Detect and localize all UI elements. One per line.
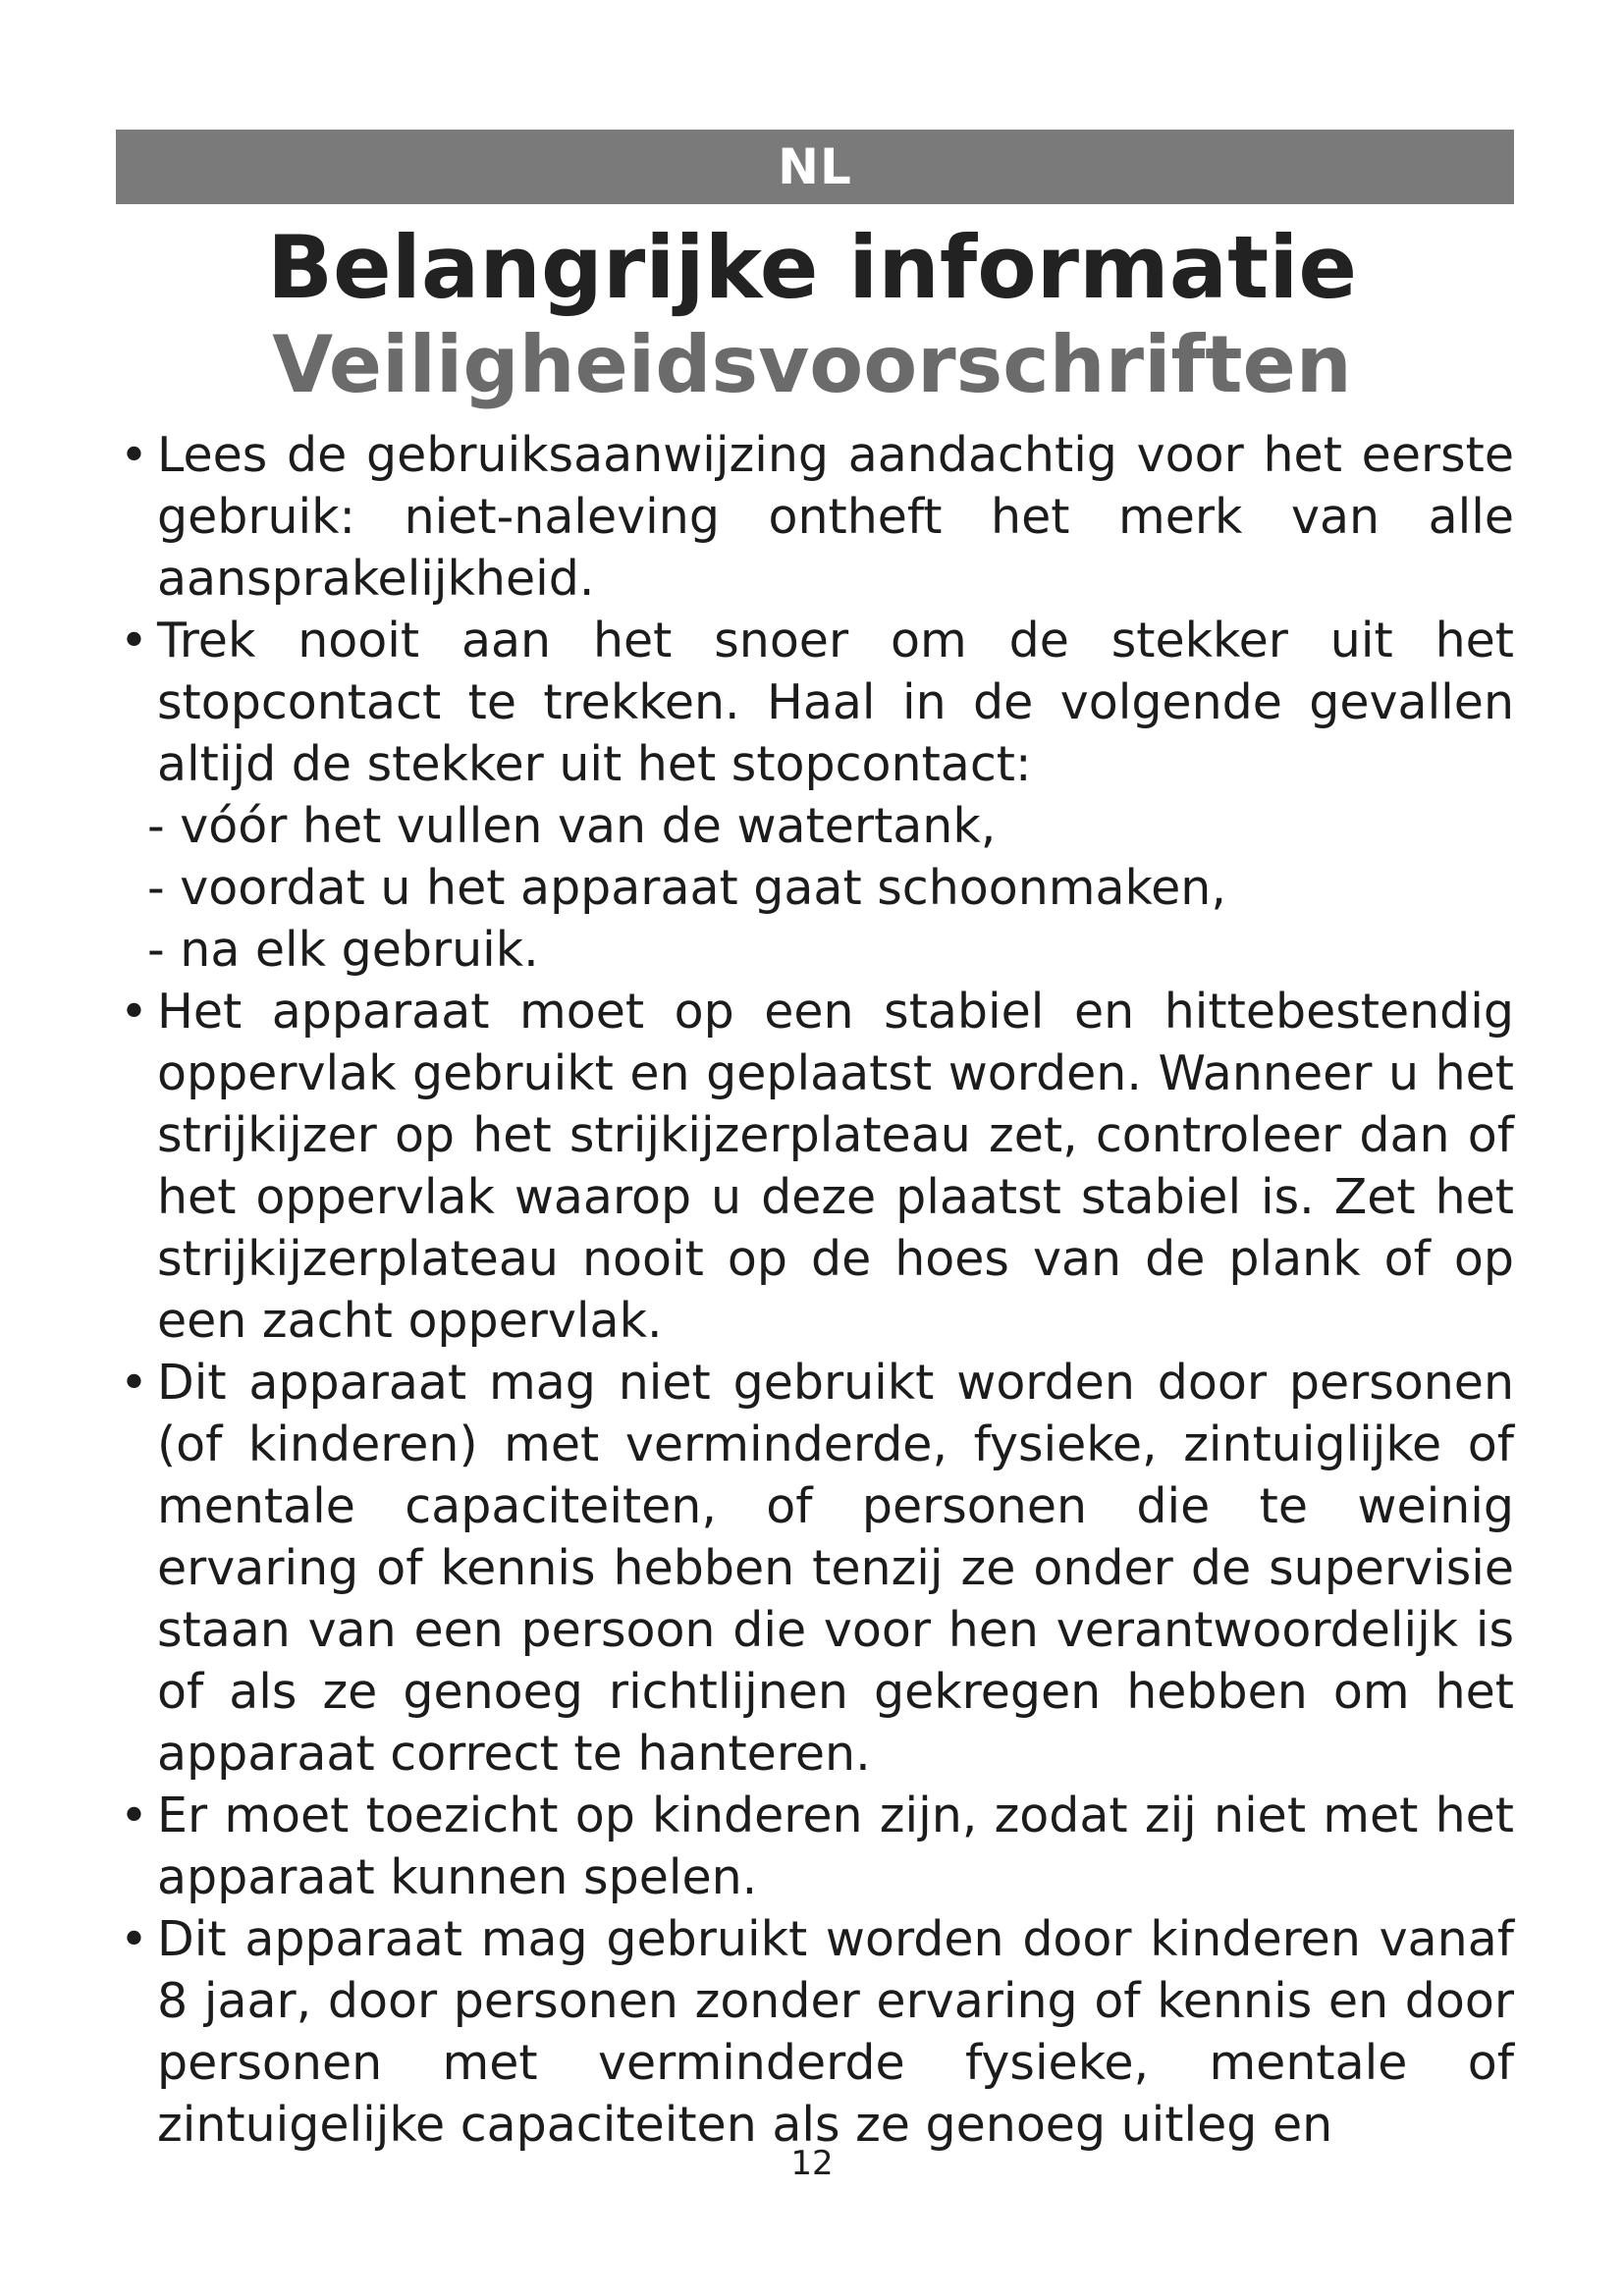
list-item-text: Dit apparaat mag niet gebruikt worden door personen (of kinderen) met verminderde, fysieke, zintuiglijke of mentale capaciteiten, of personen die te weinig ervaring of kennis hebben tenzij ze onder de supervisie staan van een persoon die voor hen verantwoordelijk is of als ze genoeg richtlijnen gekregen hebben om het apparaat correct te hanteren. [157,1355,1514,1782]
page-number: 12 [790,2144,834,2183]
list-item-text: Lees de gebruiksaanwijzing aandachtig voor het eerste gebruik: niet-naleving ontheft het merk van alle aansprakelijkheid. [157,427,1514,607]
list-item-text: Het apparaat moet op een stabiel en hittebestendig oppervlak gebruikt en geplaatst worden. Wanneer u het strijkijzer op het strijkijzerplateau zet, controleer dan of het oppervlak waarop u deze plaatst stabiel is. Zet het strijkijzerplateau nooit op de hoes van de plank of op een zacht oppervlak. [157,984,1514,1349]
list-item-text: Dit apparaat mag gebruikt worden door kinderen vanaf 8 jaar, door personen zonder ervaring of kennis en door personen met verminderde fysieke, mentale of zintuigelijke capaciteiten als ze genoeg uitleg en [157,1911,1514,2153]
list-item-text: Trek nooit aan het snoer om de stekker uit het stopcontact te trekken. Haal in de volgende gevallen altijd de stekker uit het stopcontact: [157,613,1514,792]
language-code: NL [778,138,852,195]
list-item [116,1908,1514,2156]
bullet-icon: • [120,613,148,668]
list-item [116,610,1514,795]
sub-list-item: - vóór het vullen van de watertank, [147,798,997,854]
sub-list-item: - na elk gebruik. [147,922,539,978]
bullet-icon: • [120,984,148,1040]
list-item [116,424,1514,610]
bullet-icon: • [120,427,148,483]
bullet-icon: • [120,1355,148,1411]
safety-instructions-list [116,424,1514,2156]
bullet-icon: • [120,1911,148,1967]
page-title: Belangrijke informatie [266,217,1358,318]
section-subtitle: Veiligheidsvoorschriften [272,319,1352,410]
list-item [116,1352,1514,1785]
list-item-text: Er moet toezicht op kinderen zijn, zodat zij niet met het apparaat kunnen spelen. [157,1788,1514,1905]
list-item [116,981,1514,1352]
list-item [116,1785,1514,1908]
bullet-icon: • [120,1788,148,1843]
sub-list-item: - voordat u het apparaat gaat schoonmaken, [147,860,1226,916]
language-banner [116,130,1514,204]
